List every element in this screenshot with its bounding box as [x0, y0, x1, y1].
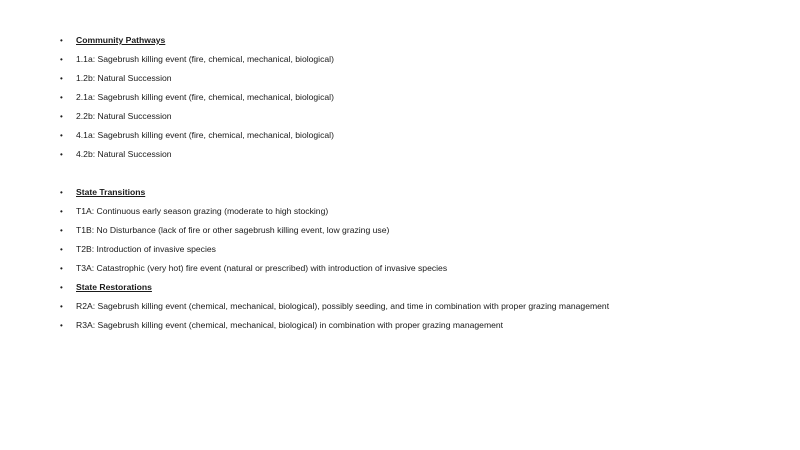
list-item-text: T3A: Catastrophic (very hot) fire event (natural or prescribed) with introduction of invasive species — [76, 263, 448, 273]
list-item — [60, 221, 780, 240]
bullet-list — [60, 31, 780, 335]
list-item — [60, 50, 780, 69]
list-item-text: T2B: Introduction of invasive species — [76, 244, 216, 254]
bullet-icon: • — [60, 226, 63, 235]
list-item — [60, 240, 780, 259]
bullet-icon: • — [60, 150, 63, 159]
list-item-text: 1.2b: Natural Succession — [76, 73, 172, 83]
list-item-text: 4.1a: Sagebrush killing event (fire, chemical, mechanical, biological) — [76, 130, 334, 140]
bullet-icon: • — [60, 131, 63, 140]
bullet-icon: • — [60, 245, 63, 254]
list-item-text: R3A: Sagebrush killing event (chemical, mechanical, biological) in combination with proper grazing management — [76, 320, 504, 330]
list-item-text: 2.1a: Sagebrush killing event (fire, chemical, mechanical, biological) — [76, 92, 334, 102]
section-heading-state-transitions — [60, 183, 780, 202]
list-item — [60, 316, 780, 335]
list-item — [60, 88, 780, 107]
bullet-icon: • — [60, 55, 63, 64]
bullet-icon: • — [60, 74, 63, 83]
bullet-icon: • — [60, 321, 63, 330]
section-heading-community-pathways — [60, 31, 780, 50]
list-item-text: 1.1a: Sagebrush killing event (fire, chemical, mechanical, biological) — [76, 54, 334, 64]
list-item — [60, 145, 780, 164]
bullet-icon: • — [60, 264, 63, 273]
heading-text: State Transitions — [76, 187, 146, 197]
bullet-icon: • — [60, 207, 63, 216]
bullet-icon: • — [60, 36, 63, 45]
heading-text: State Restorations — [76, 282, 152, 292]
list-item-text: T1B: No Disturbance (lack of fire or other sagebrush killing event, low grazing use) — [76, 225, 390, 235]
list-item-text: R2A: Sagebrush killing event (chemical, mechanical, biological), possibly seeding, and time in combination with proper grazing management — [76, 301, 610, 311]
list-item-text: 4.2b: Natural Succession — [76, 149, 172, 159]
bullet-icon: • — [60, 112, 63, 121]
list-item — [60, 69, 780, 88]
bullet-icon: • — [60, 188, 63, 197]
list-item — [60, 297, 780, 316]
bullet-icon: • — [60, 283, 63, 292]
bullet-icon: • — [60, 93, 63, 102]
list-item — [60, 126, 780, 145]
list-item-text: T1A: Continuous early season grazing (moderate to high stocking) — [76, 206, 329, 216]
list-item — [60, 107, 780, 126]
heading-text: Community Pathways — [76, 35, 166, 45]
list-item-text: 2.2b: Natural Succession — [76, 111, 172, 121]
list-item — [60, 202, 780, 221]
section-heading-state-restorations — [60, 278, 780, 297]
bullet-icon: • — [60, 302, 63, 311]
list-item — [60, 259, 780, 278]
